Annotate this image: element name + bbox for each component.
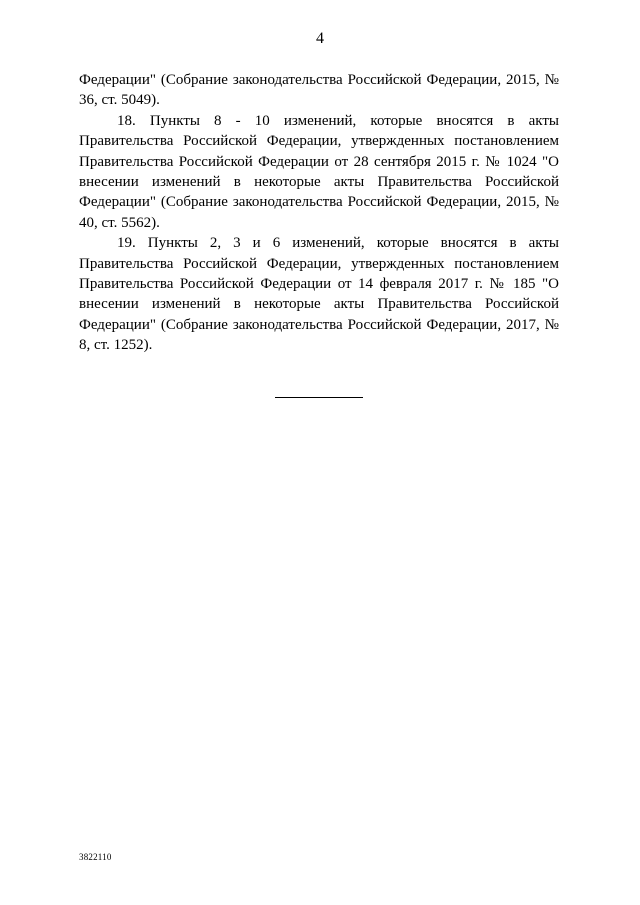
document-body <box>79 70 559 356</box>
paragraph-item-19: 19. Пункты 2, 3 и 6 изменений, которые вносятся в акты Правительства Российской Федерации, утвержденных постановлением Правительства Российской Федерации от 14 февраля 2017 г. № 185 "О внесении изменений в некоторые акты Правительства Российской Федерации" (Собрание законодательства Российской Федерации, 2017, № 8, ст. 1252). <box>79 235 559 354</box>
paragraph-continuation: Федерации" (Собрание законодательства Российской Федерации, 2015, № 36, ст. 5049). <box>79 72 559 109</box>
paragraph-item-18: 18. Пункты 8 - 10 изменений, которые вносятся в акты Правительства Российской Федерации, утвержденных постановлением Правительства Российской Федерации от 28 сентября 2015 г. № 1024 "О внесении изменений в некоторые акты Правительства Российской Федерации" (Собрание законодательства Российской Федерации, 2015, № 40, ст. 5562). <box>79 112 559 231</box>
end-divider <box>275 397 363 398</box>
document-code: 3822110 <box>79 852 112 862</box>
page-number: 4 <box>316 30 324 47</box>
